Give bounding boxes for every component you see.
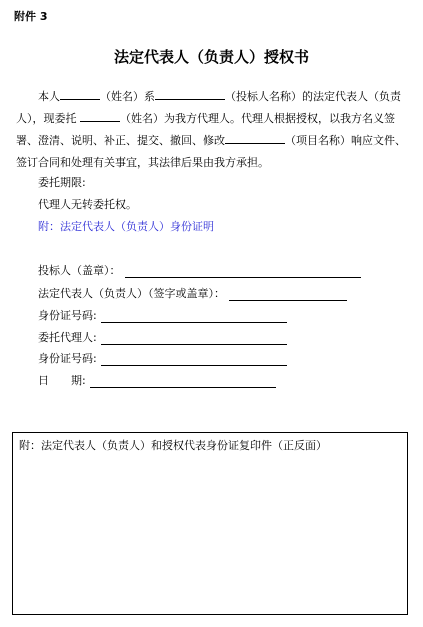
authorization-paragraph (16, 86, 411, 174)
name-blank-1[interactable] (60, 88, 100, 100)
para-text-6: 署、澄清、说明、补正、提交、撤回、修改 (16, 134, 225, 147)
id-number-label-1: 身份证号码: (38, 309, 97, 322)
para-text-2: （姓名）系 (100, 90, 155, 103)
para-text-8: 签订合同和处理有关事宜，其法律后果由我方承担。 (16, 156, 269, 169)
para-text-3: （投标人名称）的法定代表人（负责 (225, 90, 401, 103)
id-number-field-2 (38, 350, 287, 366)
legal-rep-input-line[interactable] (229, 289, 347, 301)
term-label: 委托期限: (38, 176, 86, 189)
bidder-name-blank[interactable] (155, 88, 225, 100)
date-field (38, 372, 276, 388)
id-copy-box (12, 432, 408, 615)
agent-field (38, 329, 287, 345)
id-number-label-2: 身份证号码: (38, 352, 97, 365)
id-copy-box-label: 附：法定代表人（负责人）和授权代表身份证复印件（正反面） (19, 439, 327, 452)
para-text-4: 人），现委托 (16, 112, 77, 125)
date-input-line[interactable] (90, 376, 276, 388)
project-name-blank[interactable] (225, 132, 285, 144)
agent-label: 委托代理人: (38, 331, 97, 344)
attachment-label: 附件 3 (14, 10, 48, 23)
bidder-label: 投标人（盖章）： (38, 264, 121, 277)
id-number-input-line-1[interactable] (101, 311, 287, 323)
id-number-input-line-2[interactable] (101, 354, 287, 366)
date-label: 日 期: (38, 374, 86, 387)
document-title: 法定代表人（负责人）授权书 (113, 48, 309, 66)
no-subdelegation-text: 代理人无转委托权。 (38, 198, 137, 211)
bidder-input-line[interactable] (125, 266, 361, 278)
agent-input-line[interactable] (101, 333, 287, 345)
bidder-field (38, 262, 361, 278)
attachment-note: 附：法定代表人（负责人）身份证明 (38, 220, 214, 233)
para-text-7: （项目名称）响应文件、 (285, 134, 406, 147)
legal-rep-label: 法定代表人（负责人）（签字或盖章）： (38, 287, 225, 300)
id-number-field-1 (38, 307, 287, 323)
para-text-5: （姓名）为我方代理人。代理人根据授权，以我方名义签 (120, 112, 395, 125)
legal-rep-field (38, 285, 347, 301)
name-blank-2[interactable] (80, 110, 120, 122)
para-text-1: 本人 (38, 90, 60, 103)
